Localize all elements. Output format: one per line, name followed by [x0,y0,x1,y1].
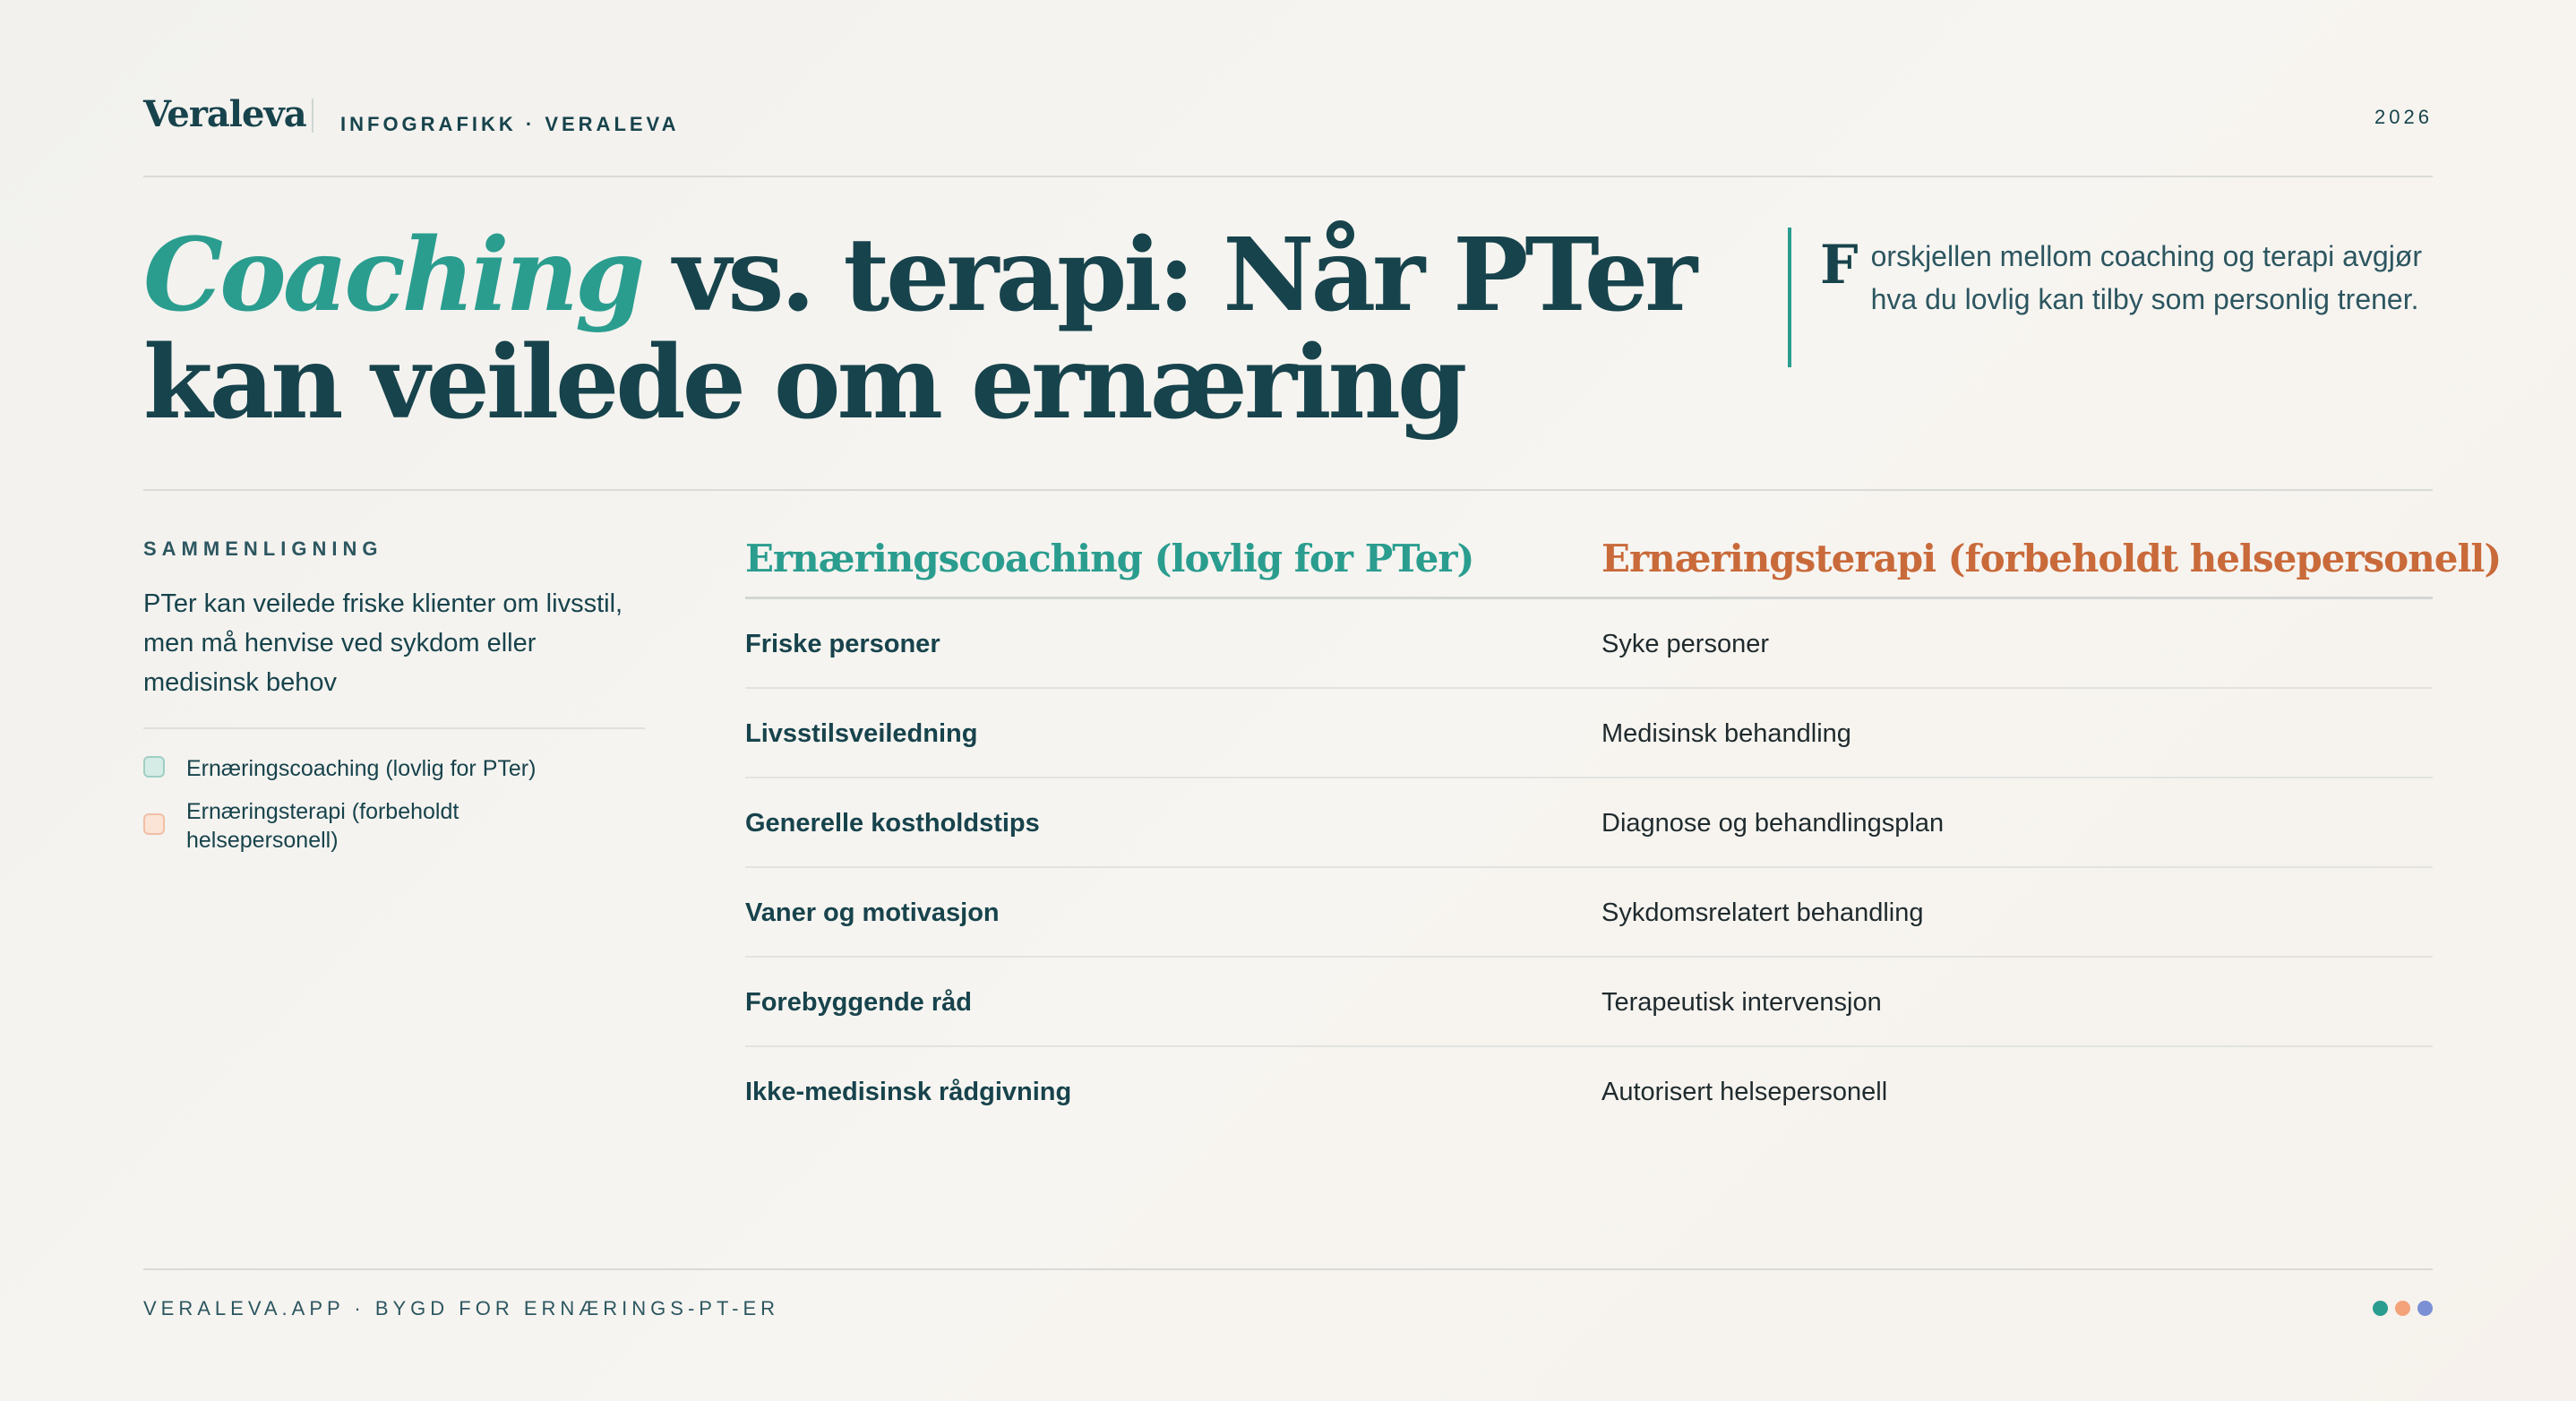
legend-swatch-teal [143,756,165,778]
cell-coaching: Ikke-medisinsk rådgivning [745,1078,1072,1106]
header-tag: INFOGRAFIKK · VERALEVA [340,113,680,135]
cell-therapy: Syke personer [1601,630,1769,658]
legend-label: Ernæringsterapi (forbeholdt helsepersonell) [186,799,459,853]
brand-logo[interactable]: Veraleva [143,93,306,135]
page-header [143,93,2433,138]
dot-blue-icon [2417,1301,2433,1316]
page-title [143,217,1773,442]
footer-text[interactable]: VERALEVA.APP · BYGD FOR ERNÆRINGS-PT-ER [143,1297,780,1319]
legend-label: Ernæringscoaching (lovlig for PTer) [186,756,537,781]
cell-therapy: Sykdomsrelatert behandling [1601,898,1924,927]
legend-swatch-orange [143,813,165,835]
intro-text [1820,235,2438,321]
cell-therapy: Medisinsk behandling [1601,719,1851,748]
column-header-coaching: Ernæringscoaching (lovlig for PTer) [745,537,1474,580]
table-row [745,958,2433,1047]
cell-coaching: Vaner og motivasjon [745,898,1000,927]
section-rule [143,489,2433,491]
infographic-page [143,0,2502,1401]
cell-coaching: Friske personer [745,630,940,658]
section-description: PTer kan veilede friske klienter om livsstil, men må henvise ved sykdom eller medisinsk behov [143,589,623,697]
header-year: 2026 [2374,106,2433,128]
intro-accent-bar [1788,228,1791,367]
column-header-therapy: Ernæringsterapi (forbeholdt helsepersonell) [1601,537,2502,580]
table-row [745,689,2433,778]
title-rest: vs. terapi: Når PTer kan veilede om ernæring [143,217,1695,442]
intro-body: orskjellen mellom coaching og terapi avgjør hva du lovlig kan tilby som personlig trener. [1870,240,2422,315]
table-row [745,1047,2433,1137]
cell-therapy: Diagnose og behandlingsplan [1601,809,1945,838]
header-rule [143,176,2433,177]
footer-rule [143,1268,2433,1270]
table-row [745,778,2433,868]
section-label: SAMMENLIGNING [143,537,383,560]
cell-coaching: Forebyggende råd [745,988,972,1017]
intro-drop-cap: F [1820,234,1859,297]
table-row [745,599,2433,689]
dot-teal-icon [2373,1301,2388,1316]
cell-therapy: Autorisert helsepersonell [1601,1078,1888,1106]
title-accent: Coaching [143,217,642,334]
header-divider [312,99,313,133]
cell-coaching: Generelle kostholdstips [745,809,1040,838]
cell-coaching: Livsstilsveiledning [745,719,978,748]
legend-divider [143,727,645,729]
dot-orange-icon [2395,1301,2410,1316]
footer-dots [2366,1301,2433,1317]
cell-therapy: Terapeutisk intervensjon [1601,988,1882,1017]
table-row [745,868,2433,958]
